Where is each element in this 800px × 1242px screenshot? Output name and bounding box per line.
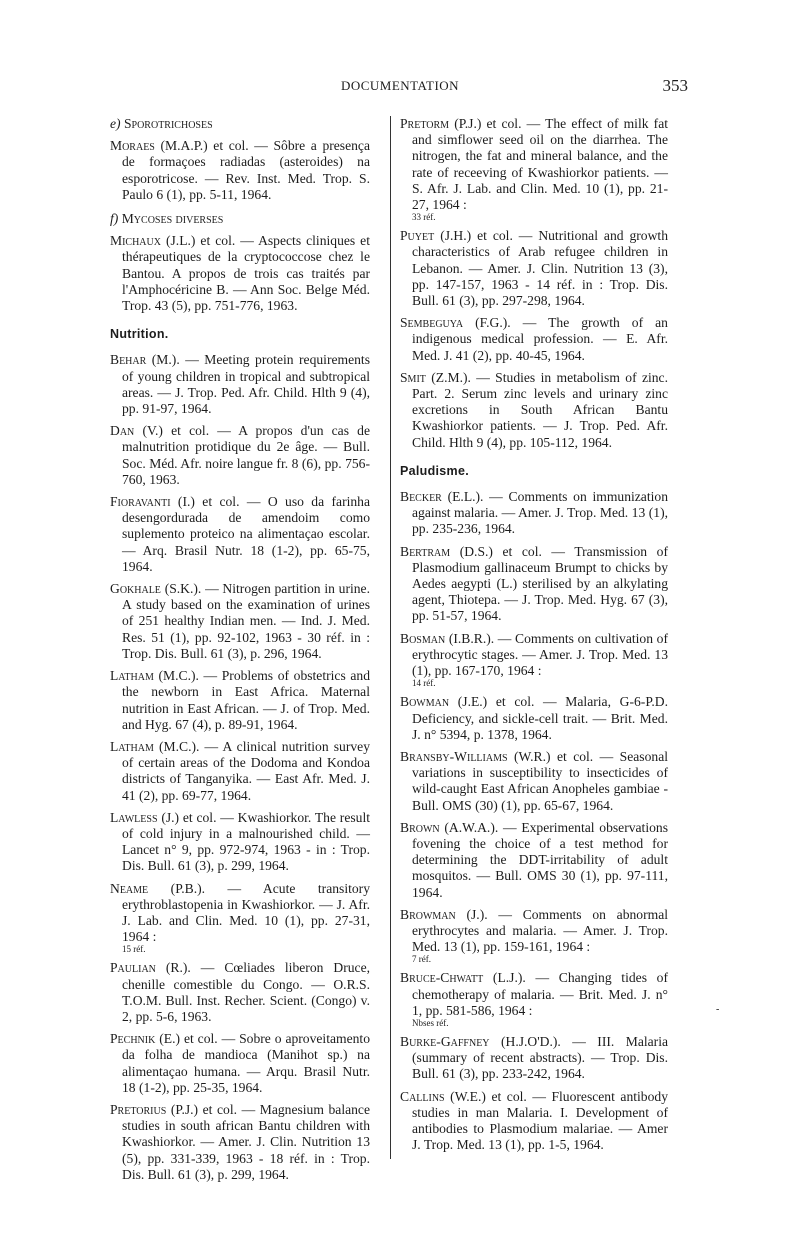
bibliography-entry (400, 907, 668, 965)
mycoses-heading (110, 211, 370, 227)
entry-citation: (I.) et col. — O uso da farinha desengordurada de amendoim como suplemento proteico na alimentaçao escolar. — Arq. Brasil Nutr. 18 (1-2), pp. 65-75, 1964. (122, 494, 370, 574)
entry-citation: (M.C.). — Problems of obstetrics and the newborn in East Africa. Maternal nutrition in East African. — J. of Trop. Med. and Hyg. 67 (4), p. 89-91, 1964. (122, 668, 370, 732)
bibliography-entry (400, 544, 668, 625)
bibliography-entry (400, 489, 668, 538)
bibliography-entry (110, 739, 370, 804)
entry-author: Lawless (110, 809, 158, 825)
bibliography-entry (400, 1089, 668, 1154)
bibliography-entry (400, 970, 668, 1028)
nutrition-heading: Nutrition. (110, 327, 169, 342)
bibliography-entry (400, 749, 668, 814)
bibliography-entry (110, 881, 370, 955)
entry-citation: (M.C.). — A clinical nutrition survey of certain areas of the Dodoma and Kondoa districts of Tanganyika. — East Afr. Med. J. 41 (2), pp. 69-77, 1964. (122, 738, 370, 803)
entry-author: Becker (400, 489, 442, 505)
entry-author: Bosman (400, 630, 446, 646)
entry-author: Gokhale (110, 581, 161, 597)
entry-citation: (A.W.A.). — Experimental observations fovening the choice of a test method for determining the DDT-irritability of adult mosquitos. — Bull. OMS 30 (1), pp. 97-111, 1964. (412, 819, 668, 900)
bibliography-entry (110, 138, 370, 203)
entry-author: Behar (110, 352, 147, 368)
entry-citation: (J.). — Comments on abnormal erythrocytes and malaria. — Amer. J. Trop. Med. 13 (1), pp. 159-161, 1964 : (412, 906, 668, 955)
entry-author: Burke-Gaffney (400, 1033, 490, 1049)
mycoses-list (110, 233, 370, 314)
entry-citation: (W.E.) et col. — Fluorescent antibody studies in man Malaria. I. Development of antibodies to Plasmodium malariae. — Amer J. Trop. Med. 13 (1), pp. 1-5, 1964. (412, 1088, 668, 1153)
entry-citation: (D.S.) et col. — Transmission of Plasmodium gallinaceum Brumpt to chicks by Aedes aegypti (L.) sterilised by an alkylating agent, Thiotepa. — J. Trop. Med. Hyg. 67 (3), pp. 51-57, 1964. (412, 543, 668, 624)
paludisme-list (400, 489, 668, 1153)
entry-citation: (P.J.) et col. — The effect of milk fat and simflower seed oil on the diarrhea. The nitrogen, the fat and mineral balance, and the rate of receeving of Kwashiorkor patients. — S. Afr. J. Lab. and Clin. Med. 10 (1), pp. 21-27, 1964 : (412, 116, 668, 213)
entry-citation: (L.J.). — Changing tides of chemotherapy of malaria. — Brit. Med. J. n° 1, pp. 581-586, 1964 : (412, 970, 668, 1018)
entry-reference-count: 7 réf. (412, 954, 431, 965)
entry-author: Pretorius (110, 1101, 167, 1117)
entry-citation: (Z.M.). — Studies in metabolism of zinc. Part. 2. Serum zinc levels and urinary zinc excretions in South African Bantu Kwashiorkor patients. — J. Trop. Ped. Afr. Child. Hlth 9 (4), pp. 105-112, 1964. (412, 369, 668, 450)
entry-author: Browman (400, 906, 456, 922)
bibliography-entry (110, 960, 370, 1025)
entry-author: Bowman (400, 694, 450, 710)
nutrition-list (110, 352, 370, 1183)
entry-author: Moraes (110, 138, 155, 154)
entry-citation: (V.) et col. — A propos d'un cas de malnutrition protidique du 2e âge. — Bull. Soc. Méd. Afr. noire langue fr. 8 (6), pp. 756-760, 1963. (122, 423, 370, 487)
entry-author: Latham (110, 668, 154, 684)
entry-author: Smit (400, 369, 426, 385)
entry-author: Dan (110, 423, 135, 439)
bibliography-entry (110, 1102, 370, 1183)
left-column (110, 116, 370, 1189)
entry-author: Latham (110, 738, 154, 754)
running-title: DOCUMENTATION (340, 78, 460, 93)
entry-citation: (P.B.). — Acute transitory erythroblastopenia in Kwashiorkor. — J. Afr. J. Lab. and Clin. Med. 10 (1), pp. 27-31, 1964 : (122, 880, 370, 945)
entry-author: Puyet (400, 228, 435, 244)
entry-author: Bransby-Williams (400, 748, 508, 764)
entry-citation: (J.E.) et col. — Malaria, G-6-P.D. Deficiency, and sickle-cell trait. — Brit. Med. J. n° 5394, p. 1378, 1964. (412, 694, 668, 742)
margin-mark: - (716, 1004, 720, 1015)
entry-citation: (R.). — Cœliades liberon Druce, chenille comestible du Congo. — O.R.S. T.O.M. Bull. Inst. Recher. Scient. (Congo) v. 2, pp. 5-6, 1963. (122, 960, 370, 1024)
entry-citation: (M.). — Meeting protein requirements of young children in tropical and subtropical areas. — J. Trop. Ped. Afr. Child. Hlth 9 (4), pp. 91-97, 1964. (122, 352, 370, 417)
sporotrichoses-heading-text: Sporotrichoses (123, 116, 213, 131)
entry-citation: (M.A.P.) et col. — Sôbre a presença de formaçoes radiadas (asteroides) na esporotricose. — Rev. Inst. Med. Trop. S. Paulo 6 (1), pp. 5-11, 1964. (122, 138, 370, 202)
mycoses-heading-prefix: f) (110, 211, 119, 227)
bibliography-entry (400, 820, 668, 901)
entry-author: Paulian (110, 960, 156, 976)
sporotrichoses-heading-prefix: e) (110, 116, 121, 131)
entry-reference-count: 33 réf. (412, 212, 436, 223)
entry-citation: (J.) et col. — Kwashiorkor. The result of cold injury in a malnourished child. — Lancet n° 9, pp. 972-974, 1963 - in : Trop. Dis. Bull. 61 (3), p. 299, 1964. (122, 809, 370, 874)
entry-citation: (E.L.). — Comments on immunization against malaria. — Amer. J. Trop. Med. 13 (1), pp. 235-236, 1964. (412, 489, 668, 537)
page-number: 353 (662, 76, 688, 95)
right-column (390, 116, 668, 1159)
entry-author: Fioravanti (110, 494, 171, 510)
entry-author: Neame (110, 880, 149, 896)
bibliography-entry (400, 694, 668, 743)
bibliography-entry (110, 352, 370, 417)
sporotrichoses-heading (110, 116, 370, 132)
entry-citation: (H.J.O'D.). — III. Malaria (summary of recent abstracts). — Trop. Dis. Bull. 61 (3), pp. 233-242, 1964. (412, 1033, 668, 1082)
entry-author: Brown (400, 819, 440, 835)
entry-author: Pretorm (400, 116, 450, 131)
entry-author: Michaux (110, 233, 161, 249)
bibliography-entry (110, 1031, 370, 1096)
bibliography-entry (110, 494, 370, 575)
bibliography-entry (400, 370, 668, 451)
entry-author: Sembeguya (400, 315, 464, 331)
entry-reference-count: 14 réf. (412, 678, 436, 689)
sporotrichoses-list (110, 138, 370, 203)
entry-citation: (W.R.) et col. — Seasonal variations in susceptibility to insecticides of wild-caught East African Anopheles gambiae - Bull. OMS (30) (1), pp. 65-67, 1964. (412, 748, 668, 813)
bibliography-entry (400, 315, 668, 364)
entry-citation: (S.K.). — Nitrogen partition in urine. A study based on the examination of urines of 251 healthy Indian men. — Ind. J. Med. Res. 51 (1), pp. 92-102, 1963 - 30 réf. in : Trop. Dis. Bull. 61 (3), p. 296, 1964. (122, 581, 370, 661)
entry-author: Pechnik (110, 1031, 156, 1047)
entry-author: Bruce-Chwatt (400, 970, 484, 986)
bibliography-entry (110, 810, 370, 875)
bibliography-entry (110, 233, 370, 314)
bibliography-entry (110, 581, 370, 662)
bibliography-entry (110, 668, 370, 733)
page-header (0, 76, 800, 98)
entry-citation: (P.J.) et col. — Magnesium balance studies in south african Bantu children with Kwashiorkor. — Amer. J. Clin. Nutrition 13 (5), pp. 331-339, 1963 - 18 réf. in : Trop. Dis. Bull. 61 (3), p. 299, 1964. (122, 1101, 370, 1182)
bibliography-entry (400, 631, 668, 689)
entry-author: Bertram (400, 543, 451, 559)
entry-reference-count: Nbses réf. (412, 1017, 449, 1028)
bibliography-entry (400, 228, 668, 309)
mycoses-heading-text: Mycoses diverses (121, 211, 224, 227)
entry-citation: (J.H.) et col. — Nutritional and growth characteristics of Arab refugee children in Lebanon. — Amer. J. Clin. Nutrition 13 (3), pp. 147-157, 1963 - 14 réf. in : Trop. Dis. Bull. 61 (3), pp. 297-298, 1964. (412, 228, 668, 309)
bibliography-entry (400, 116, 668, 222)
nutrition-continued-list (400, 116, 668, 451)
entry-citation: (F.G.). — The growth of an indigenous medical profession. — E. Afr. Med. J. 41 (2), pp. 40-45, 1964. (412, 315, 668, 363)
entry-citation: (E.) et col. — Sobre o aproveitamento da folha de mandioca (Manihot sp.) na alimentaçao humana. — Arqu. Brasil Nutr. 18 (1-2), pp. 25-35, 1964. (122, 1031, 370, 1095)
entry-author: Callins (400, 1088, 445, 1104)
paludisme-heading: Paludisme. (400, 463, 469, 478)
entry-reference-count: 15 réf. (122, 944, 146, 955)
entry-citation: (J.L.) et col. — Aspects cliniques et thérapeutiques de la cryptococcose chez le Bantou. A propos de trois cas traités par l'Amphocéricine B. — Ann Soc. Belge Méd. Trop. 43 (5), pp. 751-776, 1963. (122, 233, 370, 314)
bibliography-entry (110, 423, 370, 488)
entry-citation: (I.B.R.). — Comments on cultivation of erythrocytic stages. — Amer. J. Trop. Med. 13 (1), pp. 167-170, 1964 : (412, 630, 668, 679)
bibliography-entry (400, 1034, 668, 1083)
